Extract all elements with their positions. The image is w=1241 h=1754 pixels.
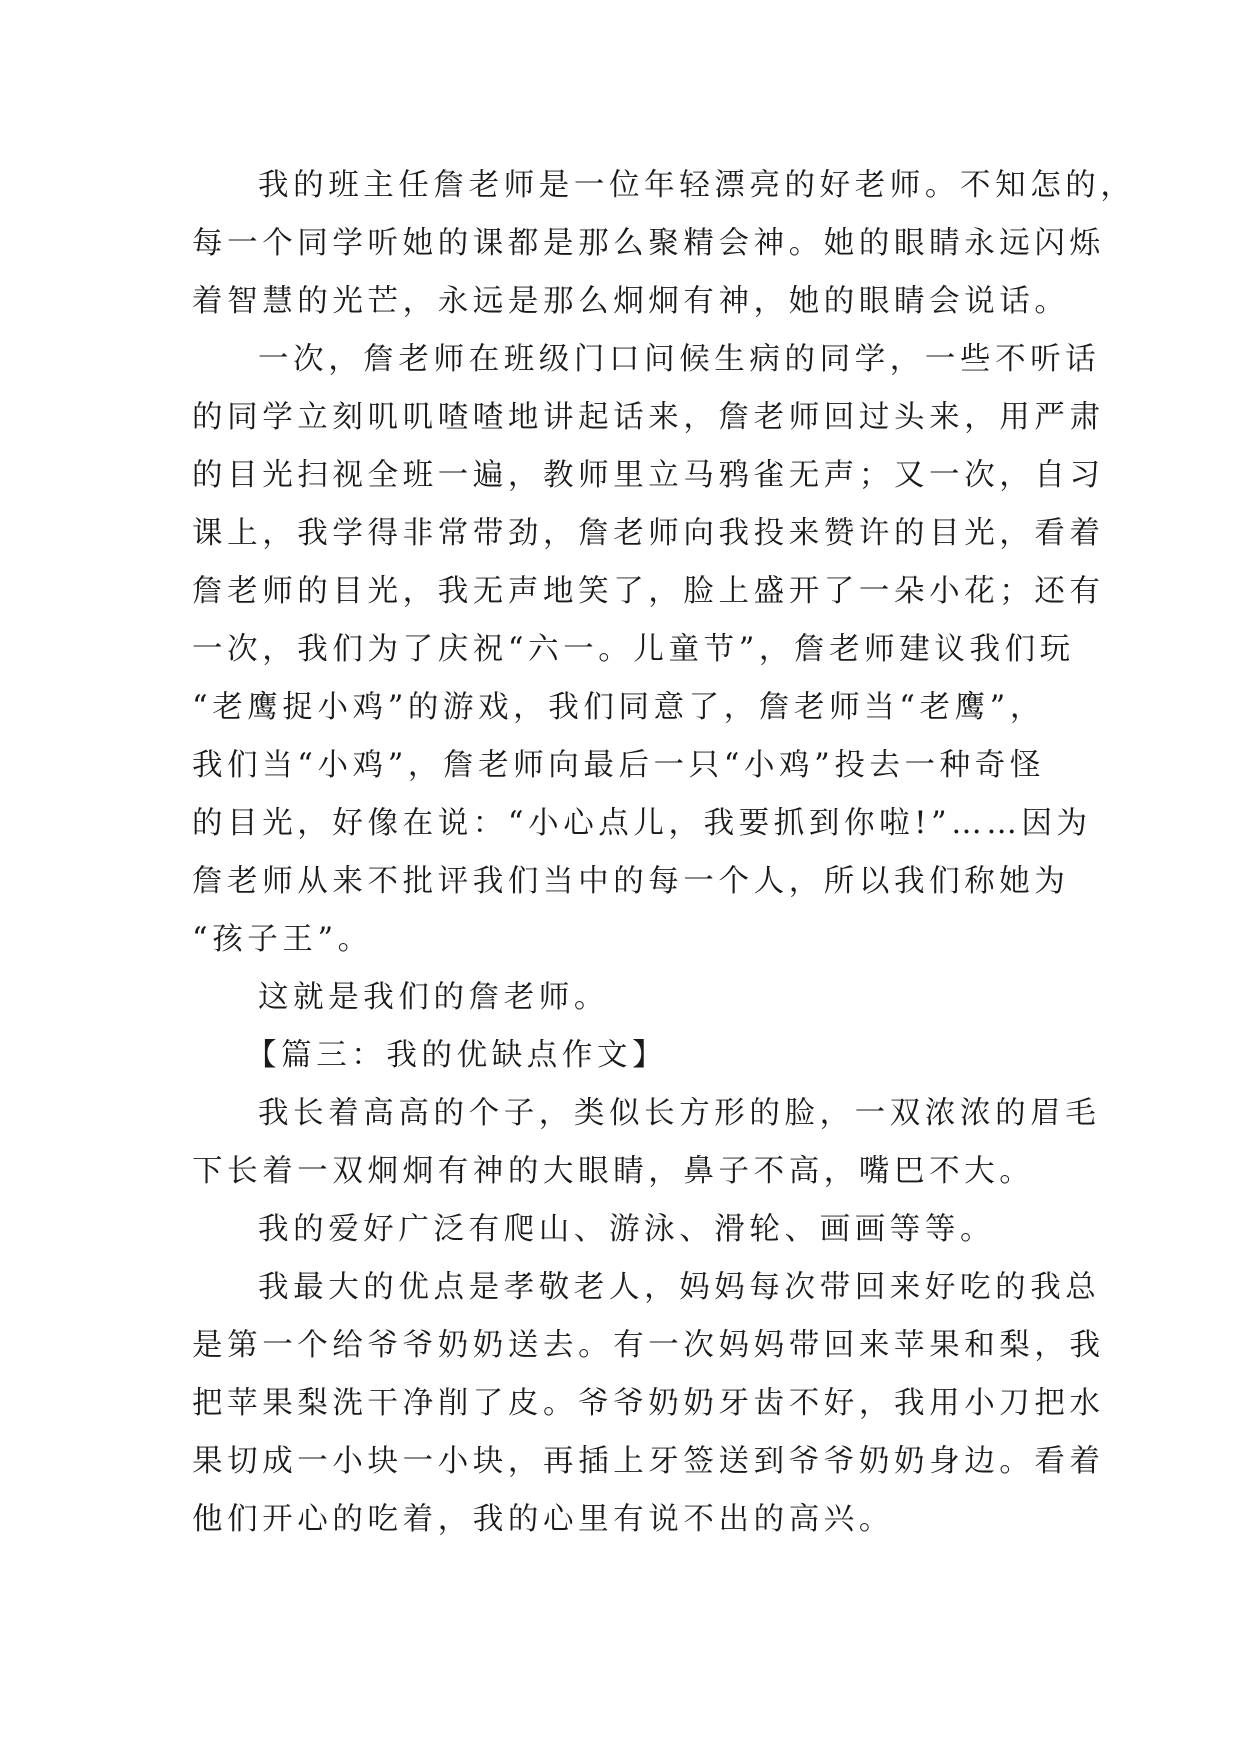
text-line: 下长着一双炯炯有神的大眼睛，鼻子不高，嘴巴不大。	[192, 1154, 1035, 1189]
text-line: 我长着高高的个子，类似长方形的脸，一双浓浓的眉毛	[258, 1096, 1101, 1131]
text-line: “孩子王”。	[192, 922, 373, 957]
text-line: 一次，我们为了庆祝“六一。儿童节”，詹老师建议我们玩	[192, 632, 1075, 667]
text-line: 我最大的优点是孝敬老人，妈妈每次带回来好吃的我总	[258, 1270, 1101, 1305]
text-line: 这就是我们的詹老师。	[258, 980, 609, 1015]
text-line: 是第一个给爷爷奶奶送去。有一次妈妈带回来苹果和梨，我	[192, 1328, 1105, 1363]
text-line: 他们开心的吃着，我的心里有说不出的高兴。	[192, 1502, 894, 1537]
essay-body	[192, 157, 1136, 1549]
text-line: 我的爱好广泛有爬山、游泳、滑轮、画画等等。	[258, 1212, 996, 1247]
text-line: 每一个同学听她的课都是那么聚精会神。她的眼睛永远闪烁	[192, 226, 1105, 261]
text-line: 的目光扫视全班一遍，教师里立马鸦雀无声；又一次，自习	[192, 458, 1105, 493]
text-line: 一次，詹老师在班级门口问候生病的同学，一些不听话	[258, 342, 1101, 377]
text-line: 的目光，好像在说：“小心点儿，我要抓到你啦!”……因为	[192, 806, 1092, 841]
text-line: 的同学立刻叽叽喳喳地讲起话来，詹老师回过头来，用严肃	[192, 400, 1105, 435]
text-line: 我的班主任詹老师是一位年轻漂亮的好老师。不知怎的，	[258, 168, 1136, 203]
text-line: 着智慧的光芒，永远是那么炯炯有神，她的眼睛会说话。	[192, 284, 1070, 319]
text-line: 把苹果梨洗干净削了皮。爷爷奶奶牙齿不好，我用小刀把水	[192, 1386, 1105, 1421]
text-line: 詹老师的目光，我无声地笑了，脸上盛开了一朵小花；还有	[192, 574, 1105, 609]
text-line: 课上，我学得非常带劲，詹老师向我投来赞许的目光，看着	[192, 516, 1105, 551]
text-line: “老鹰捉小鸡”的游戏，我们同意了，詹老师当“老鹰”，	[192, 690, 1045, 725]
text-line: 我们当“小鸡”，詹老师向最后一只“小鸡”投去一种奇怪	[192, 748, 1045, 783]
text-line: 果切成一小块一小块，再插上牙签送到爷爷奶奶身边。看着	[192, 1444, 1105, 1479]
text-line: 詹老师从来不批评我们当中的每一个人，所以我们称她为	[192, 864, 1070, 899]
section-heading: 【篇三：我的优缺点作文】	[246, 1038, 668, 1073]
